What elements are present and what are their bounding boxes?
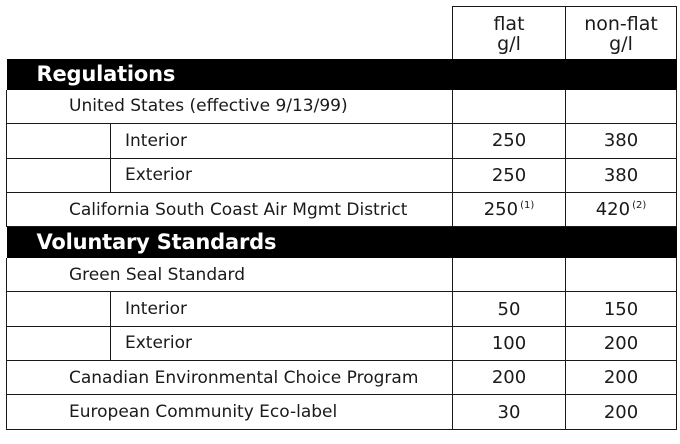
- section-row-voluntary-standards: [7, 227, 677, 258]
- table-row: [7, 124, 677, 158]
- header-flat-line1: flat: [493, 13, 525, 36]
- flat-value: 250: [453, 124, 566, 158]
- table-row: [7, 258, 677, 292]
- row-label: Exterior: [110, 327, 452, 360]
- nonflat-value: [566, 258, 677, 292]
- nonflat-value: 380: [566, 158, 677, 192]
- row-label-cell: [7, 326, 453, 360]
- section-row-regulations: [7, 59, 677, 90]
- flat-value: 50: [453, 292, 566, 326]
- row-label: Canadian Environmental Choice Program: [7, 361, 453, 395]
- section-title: Regulations: [7, 59, 677, 90]
- row-label: Interior: [110, 292, 452, 325]
- nonflat-value: 150: [566, 292, 677, 326]
- table-row: [7, 292, 677, 326]
- row-label: European Community Eco-label: [7, 395, 453, 429]
- table-row: [7, 361, 677, 395]
- row-label: United States (effective 9/13/99): [7, 90, 453, 124]
- footnote-marker: (1): [520, 200, 535, 212]
- header-nonflat: [566, 7, 677, 59]
- flat-value: [453, 258, 566, 292]
- nonflat-value: 380: [566, 124, 677, 158]
- table-row: [7, 395, 677, 429]
- row-label-cell: [7, 124, 453, 158]
- flat-value: 250: [453, 158, 566, 192]
- flat-value: 250: [483, 199, 519, 221]
- flat-value: 200: [453, 361, 566, 395]
- footnote-marker: (2): [632, 200, 647, 212]
- header-nonflat-line1: non-flat: [584, 13, 658, 36]
- flat-value: [453, 90, 566, 124]
- section-title: Voluntary Standards: [7, 227, 677, 258]
- table-row: [7, 326, 677, 360]
- flat-value-cell: [453, 192, 566, 226]
- header-row: [7, 7, 677, 59]
- nonflat-value: 200: [566, 361, 677, 395]
- header-blank-cell: [7, 7, 453, 59]
- nonflat-value: 420: [595, 199, 631, 221]
- nonflat-value: 200: [566, 326, 677, 360]
- header-nonflat-line2: g/l: [609, 33, 633, 56]
- voc-limits-table: [6, 6, 677, 430]
- flat-value: 30: [453, 395, 566, 429]
- nonflat-value: [566, 90, 677, 124]
- row-label: California South Coast Air Mgmt District: [7, 192, 453, 226]
- table-row: [7, 158, 677, 192]
- nonflat-value-cell: [566, 192, 677, 226]
- flat-value: 100: [453, 326, 566, 360]
- row-label-cell: [7, 292, 453, 326]
- row-label: Interior: [110, 124, 452, 157]
- table-row: [7, 90, 677, 124]
- row-label-cell: [7, 158, 453, 192]
- header-flat: [453, 7, 566, 59]
- nonflat-value: 200: [566, 395, 677, 429]
- row-label: Green Seal Standard: [7, 258, 453, 292]
- header-flat-line2: g/l: [497, 33, 521, 56]
- row-label: Exterior: [110, 159, 452, 192]
- table-row: [7, 192, 677, 226]
